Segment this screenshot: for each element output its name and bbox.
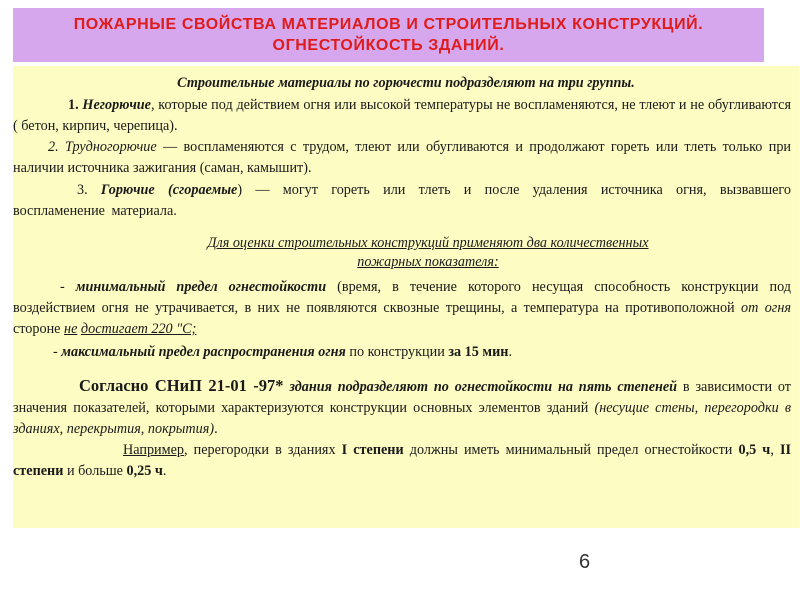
- title-line-2: ОГНЕСТОЙКОСТЬ ЗДАНИЙ.: [272, 37, 505, 54]
- item-3-term: Горючие (сгораемые: [100, 182, 238, 198]
- snip-text-1: в зависимости от значения показателей, которыми характеризуются конструкции основных элементов зданий: [13, 379, 791, 416]
- snip-degree-2: II степени: [13, 442, 792, 479]
- item-1-text: , которые под действием огня или высокой температуры не воспламеняются, не тлеют и не обугливаются ( бетон, кирпич, черепица).: [13, 97, 792, 134]
- group-item-3: [13, 180, 791, 222]
- snip-degree-1: I степени: [341, 442, 404, 458]
- indicator-1-text: (время, в течение которого несущая способность конструкции под воздействием огня не утрачивается, в них не появляются сквозные трещины, а температура на противоположной: [13, 279, 791, 316]
- group-item-1: [13, 95, 791, 137]
- slide-number: 6: [579, 551, 591, 573]
- content-panel: [13, 66, 799, 528]
- indicators-heading-line-2: пожарных показателя:: [357, 254, 499, 270]
- snip-text-4: ,: [770, 442, 780, 458]
- snip-text-2: , перегородки в зданиях: [184, 442, 342, 458]
- snip-paragraph: [13, 375, 791, 440]
- indicator-1-term: минимальный предел огнестойкости: [75, 279, 327, 295]
- indicators-heading-line-1: Для оценки строительных конструкций применяют два количественных: [207, 235, 649, 251]
- indicators-heading: [143, 234, 713, 272]
- snip-value-1: 0,5 ч: [738, 442, 771, 458]
- group-item-2: [13, 137, 791, 179]
- item-3-number: 3.: [77, 182, 88, 198]
- snip-text-5: и больше: [63, 463, 127, 479]
- indicator-1-italic: от огня: [741, 300, 791, 316]
- item-1-term: Негорючие: [82, 97, 151, 113]
- slide-title: [13, 8, 764, 62]
- indicator-2-term: максимальный предел распространения огня: [61, 344, 346, 360]
- item-2-number: 2.: [48, 139, 59, 155]
- item-2-term: Трудногорючие: [64, 139, 157, 155]
- snip-example-label: Например: [123, 442, 185, 458]
- indicator-1-dash: -: [60, 279, 76, 295]
- groups-intro: Строительные материалы по горючести подразделяют на три группы.: [177, 75, 635, 91]
- indicator-1-text-2: стороне: [13, 321, 65, 337]
- indicator-fire-resistance: [13, 277, 791, 340]
- snip-text-1-end: .: [214, 421, 218, 437]
- indicator-2-end: .: [508, 344, 512, 360]
- title-line-1: ПОЖАРНЫЕ СВОЙСТВА МАТЕРИАЛОВ И СТРОИТЕЛЬНЫХ КОНСТРУКЦИЙ.: [73, 16, 704, 33]
- snip-value-2: 0,25 ч: [126, 463, 163, 479]
- indicator-fire-spread: [13, 342, 791, 363]
- snip-text-3: должны иметь минимальный предел огнестойкости: [403, 442, 739, 458]
- snip-italic-1: здания подразделяют по огнестойкости на пять степеней: [283, 379, 678, 395]
- snip-text-6: .: [162, 463, 167, 479]
- indicator-2-value: за 15 мин: [448, 344, 509, 360]
- indicator-2-dash: -: [53, 344, 62, 360]
- indicator-2-text: по конструкции: [345, 344, 449, 360]
- snip-lead: Согласно СНиП 21-01 -97*: [79, 376, 284, 395]
- snip-example: [13, 440, 791, 482]
- item-1-number: 1.: [68, 97, 79, 113]
- snip-italic-2: (несущие стены, перегородки в зданиях, перекрытия, покрытия): [13, 400, 791, 437]
- indicator-1-ne: не: [64, 321, 78, 337]
- item-2-text: — воспламеняются с трудом, тлеют или обугливаются и продолжают гореть или тлеть только при наличии источника зажигания (саман, камышит).: [13, 139, 791, 176]
- indicator-1-reach: достигает 220 "С;: [80, 321, 197, 337]
- item-3-text: ) — могут гореть или тлеть и после удаления источника огня, вызвавшего воспламенение материала.: [13, 182, 791, 219]
